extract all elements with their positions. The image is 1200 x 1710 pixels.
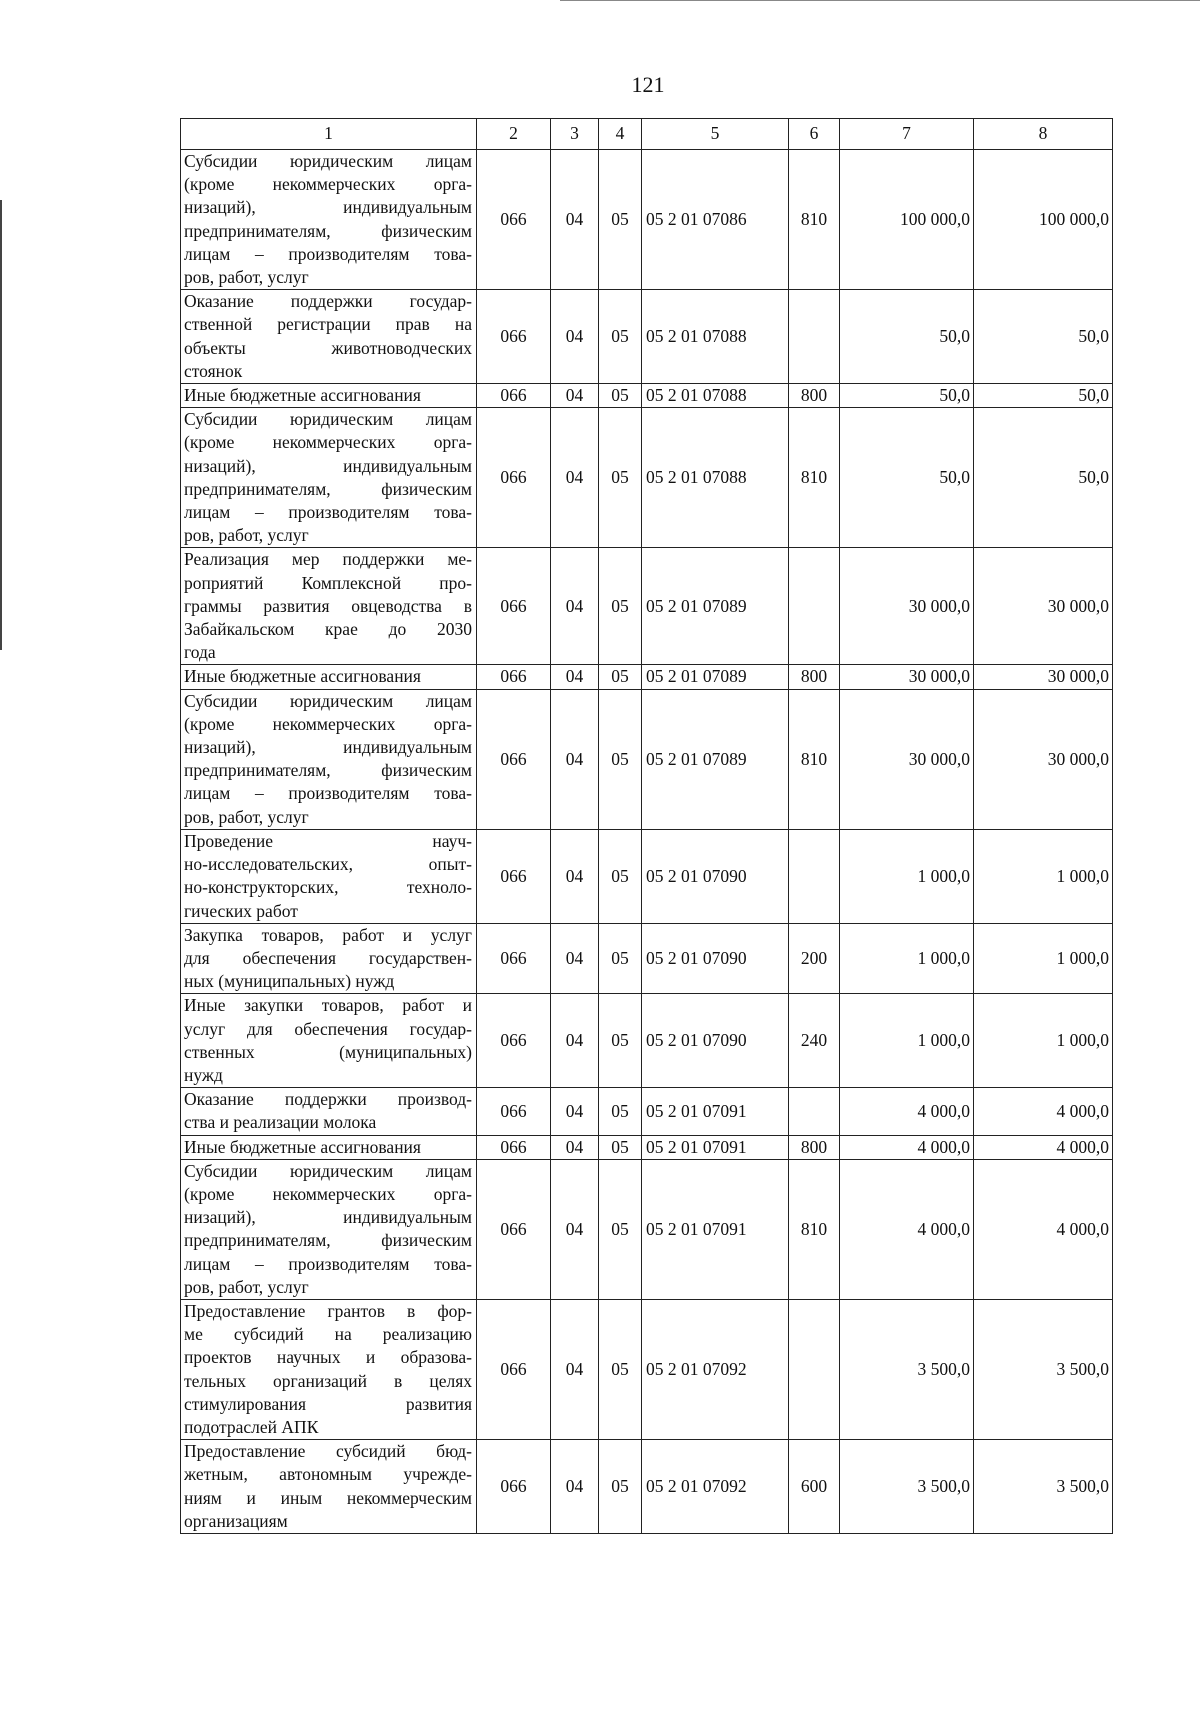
header-col-1: 1	[181, 119, 477, 150]
cell-amount-year-2: 50,0	[974, 290, 1113, 384]
cell-item-name	[181, 290, 477, 384]
cell-target-article: 05 2 01 07089	[642, 548, 789, 665]
header-col-2: 2	[477, 119, 551, 150]
cell-ministry-code: 066	[477, 150, 551, 290]
table-row	[181, 408, 1113, 548]
cell-item-name	[181, 1440, 477, 1534]
item-name-line: ства и реализации молока	[184, 1112, 377, 1133]
item-name-line: Иные бюджетные ассигнования	[184, 666, 421, 687]
cell-expense-type: 600	[789, 1440, 840, 1534]
item-name-line: Субсидии юридическим лицам	[184, 151, 472, 171]
item-name-line: ных (муниципальных) нужд	[184, 971, 395, 992]
table-row	[181, 829, 1113, 923]
cell-ministry-code: 066	[477, 829, 551, 923]
item-name-line: Иные бюджетные ассигнования	[184, 385, 421, 406]
item-name-line: услуг для обеспечения государ-	[184, 1018, 472, 1039]
cell-section: 04	[551, 994, 599, 1088]
cell-item-name	[181, 1088, 477, 1135]
item-name-line: (кроме некоммерческих орга-	[184, 713, 472, 734]
cell-item-name	[181, 923, 477, 994]
cell-target-article: 05 2 01 07092	[642, 1299, 789, 1439]
cell-ministry-code: 066	[477, 923, 551, 994]
cell-ministry-code: 066	[477, 665, 551, 689]
cell-target-article: 05 2 01 07090	[642, 829, 789, 923]
item-name-line: Забайкальском крае до 2030	[184, 619, 472, 640]
item-name-line: (кроме некоммерческих орга-	[184, 432, 472, 453]
item-name-line: Субсидии юридическим лицам	[184, 409, 472, 430]
cell-amount-year-1: 30 000,0	[840, 548, 974, 665]
cell-expense-type: 200	[789, 923, 840, 994]
cell-section: 04	[551, 923, 599, 994]
item-name-line: но-конструкторских, техноло-	[184, 877, 472, 898]
cell-amount-year-2: 1 000,0	[974, 994, 1113, 1088]
cell-subsection: 05	[599, 548, 642, 665]
cell-amount-year-2: 30 000,0	[974, 689, 1113, 829]
cell-amount-year-1: 50,0	[840, 408, 974, 548]
cell-target-article: 05 2 01 07091	[642, 1159, 789, 1299]
cell-section: 04	[551, 290, 599, 384]
cell-section: 04	[551, 829, 599, 923]
cell-section: 04	[551, 665, 599, 689]
cell-expense-type	[789, 829, 840, 923]
cell-expense-type: 810	[789, 408, 840, 548]
cell-amount-year-1: 50,0	[840, 384, 974, 408]
cell-subsection: 05	[599, 290, 642, 384]
item-name-line: низаций), индивидуальным	[184, 737, 472, 758]
cell-amount-year-2: 100 000,0	[974, 150, 1113, 290]
header-col-6: 6	[789, 119, 840, 150]
item-name-line: ниям и иным некоммерческим	[184, 1487, 472, 1508]
cell-subsection: 05	[599, 665, 642, 689]
cell-amount-year-1: 3 500,0	[840, 1299, 974, 1439]
header-col-5: 5	[642, 119, 789, 150]
item-name-line: организациям	[184, 1510, 288, 1531]
item-name-line: ров, работ, услуг	[184, 1276, 309, 1297]
cell-item-name	[181, 384, 477, 408]
item-name-line: года	[184, 642, 216, 663]
cell-ministry-code: 066	[477, 548, 551, 665]
cell-target-article: 05 2 01 07088	[642, 408, 789, 548]
cell-amount-year-1: 1 000,0	[840, 994, 974, 1088]
header-col-8: 8	[974, 119, 1113, 150]
item-name-line: роприятий Комплексной про-	[184, 572, 472, 593]
cell-amount-year-1: 30 000,0	[840, 689, 974, 829]
cell-section: 04	[551, 150, 599, 290]
cell-amount-year-1: 30 000,0	[840, 665, 974, 689]
item-name-line: стоянок	[184, 360, 243, 381]
item-name-line: низаций), индивидуальным	[184, 455, 472, 476]
cell-amount-year-1: 4 000,0	[840, 1159, 974, 1299]
item-name-line: для обеспечения государствен-	[184, 947, 472, 968]
item-name-line: нужд	[184, 1064, 223, 1085]
item-name-line: Проведение науч-	[184, 830, 472, 851]
table-row	[181, 1440, 1113, 1534]
cell-section: 04	[551, 1088, 599, 1135]
cell-ministry-code: 066	[477, 408, 551, 548]
cell-section: 04	[551, 689, 599, 829]
item-name-line: низаций), индивидуальным	[184, 197, 472, 218]
cell-target-article: 05 2 01 07091	[642, 1088, 789, 1135]
table-row	[181, 994, 1113, 1088]
cell-item-name	[181, 665, 477, 689]
cell-target-article: 05 2 01 07088	[642, 384, 789, 408]
cell-section: 04	[551, 384, 599, 408]
cell-section: 04	[551, 1440, 599, 1534]
item-name-line: лицам – производителям това-	[184, 243, 472, 264]
cell-item-name	[181, 150, 477, 290]
table-row	[181, 1159, 1113, 1299]
item-name-line: Предоставление субсидий бюд-	[184, 1441, 472, 1462]
cell-amount-year-1: 100 000,0	[840, 150, 974, 290]
cell-subsection: 05	[599, 994, 642, 1088]
item-name-line: низаций), индивидуальным	[184, 1207, 472, 1228]
cell-amount-year-2: 50,0	[974, 384, 1113, 408]
cell-amount-year-2: 3 500,0	[974, 1299, 1113, 1439]
table-row	[181, 150, 1113, 290]
item-name-line: Закупка товаров, работ и услуг	[184, 924, 472, 945]
table-row	[181, 1088, 1113, 1135]
item-name-line: Иные бюджетные ассигнования	[184, 1136, 421, 1157]
cell-expense-type	[789, 548, 840, 665]
cell-ministry-code: 066	[477, 1159, 551, 1299]
header-col-3: 3	[551, 119, 599, 150]
cell-section: 04	[551, 1299, 599, 1439]
item-name-line: лицам – производителям това-	[184, 783, 472, 804]
item-name-line: тельных организаций в целях	[184, 1370, 472, 1391]
cell-amount-year-2: 4 000,0	[974, 1088, 1113, 1135]
item-name-line: Реализация мер поддержки ме-	[184, 549, 472, 570]
cell-subsection: 05	[599, 1088, 642, 1135]
cell-subsection: 05	[599, 1299, 642, 1439]
cell-amount-year-1: 4 000,0	[840, 1135, 974, 1159]
cell-amount-year-1: 3 500,0	[840, 1440, 974, 1534]
item-name-line: ственных (муниципальных)	[184, 1041, 472, 1062]
cell-target-article: 05 2 01 07089	[642, 665, 789, 689]
cell-ministry-code: 066	[477, 1135, 551, 1159]
cell-subsection: 05	[599, 150, 642, 290]
item-name-line: лицам – производителям това-	[184, 502, 472, 523]
cell-target-article: 05 2 01 07090	[642, 994, 789, 1088]
cell-expense-type: 810	[789, 150, 840, 290]
table-row	[181, 1299, 1113, 1439]
cell-item-name	[181, 829, 477, 923]
cell-subsection: 05	[599, 408, 642, 548]
cell-subsection: 05	[599, 1135, 642, 1159]
table-row	[181, 548, 1113, 665]
cell-expense-type	[789, 1088, 840, 1135]
cell-amount-year-2: 4 000,0	[974, 1159, 1113, 1299]
item-name-line: ров, работ, услуг	[184, 806, 309, 827]
budget-allocation-table	[180, 118, 1113, 1534]
item-name-line: Субсидии юридическим лицам	[184, 1160, 472, 1181]
item-name-line: Субсидии юридическим лицам	[184, 690, 472, 711]
cell-ministry-code: 066	[477, 290, 551, 384]
item-name-line: гических работ	[184, 900, 298, 921]
cell-section: 04	[551, 548, 599, 665]
header-row	[181, 119, 1113, 150]
cell-section: 04	[551, 1135, 599, 1159]
cell-amount-year-2: 1 000,0	[974, 923, 1113, 994]
table-row	[181, 290, 1113, 384]
cell-amount-year-2: 4 000,0	[974, 1135, 1113, 1159]
cell-amount-year-1: 1 000,0	[840, 829, 974, 923]
cell-expense-type: 800	[789, 1135, 840, 1159]
item-name-line: ров, работ, услуг	[184, 525, 309, 546]
item-name-line: (кроме некоммерческих орга-	[184, 174, 472, 195]
cell-item-name	[181, 548, 477, 665]
cell-section: 04	[551, 408, 599, 548]
cell-expense-type	[789, 1299, 840, 1439]
cell-target-article: 05 2 01 07086	[642, 150, 789, 290]
cell-ministry-code: 066	[477, 384, 551, 408]
page-number: 121	[631, 72, 665, 97]
cell-expense-type: 810	[789, 1159, 840, 1299]
cell-target-article: 05 2 01 07088	[642, 290, 789, 384]
cell-item-name	[181, 994, 477, 1088]
table-body	[181, 150, 1113, 1534]
cell-amount-year-2: 1 000,0	[974, 829, 1113, 923]
item-name-line: объекты животноводческих	[184, 337, 472, 358]
cell-expense-type	[789, 290, 840, 384]
cell-target-article: 05 2 01 07089	[642, 689, 789, 829]
cell-ministry-code: 066	[477, 1088, 551, 1135]
cell-item-name	[181, 689, 477, 829]
cell-expense-type: 240	[789, 994, 840, 1088]
header-col-7: 7	[840, 119, 974, 150]
cell-amount-year-1: 50,0	[840, 290, 974, 384]
cell-section: 04	[551, 1159, 599, 1299]
item-name-line: подотраслей АПК	[184, 1416, 319, 1437]
cell-amount-year-2: 30 000,0	[974, 548, 1113, 665]
item-name-line: предпринимателям, физическим	[184, 220, 472, 241]
item-name-line: Предоставление грантов в фор-	[184, 1300, 472, 1321]
item-name-line: жетным, автономным учрежде-	[184, 1464, 472, 1485]
item-name-line: лицам – производителям това-	[184, 1253, 472, 1274]
table-row	[181, 1135, 1113, 1159]
scan-top-edge-line	[560, 0, 1200, 1]
cell-item-name	[181, 408, 477, 548]
cell-amount-year-2: 3 500,0	[974, 1440, 1113, 1534]
header-col-4: 4	[599, 119, 642, 150]
item-name-line: ров, работ, услуг	[184, 267, 309, 288]
item-name-line: но-исследовательских, опыт-	[184, 854, 472, 875]
table-row	[181, 384, 1113, 408]
item-name-line: проектов научных и образова-	[184, 1347, 472, 1368]
cell-expense-type: 800	[789, 384, 840, 408]
item-name-line: стимулирования развития	[184, 1393, 472, 1414]
cell-subsection: 05	[599, 384, 642, 408]
cell-ministry-code: 066	[477, 1299, 551, 1439]
item-name-line: (кроме некоммерческих орга-	[184, 1183, 472, 1204]
table-row	[181, 665, 1113, 689]
cell-item-name	[181, 1299, 477, 1439]
cell-target-article: 05 2 01 07092	[642, 1440, 789, 1534]
table-header	[181, 119, 1113, 150]
cell-ministry-code: 066	[477, 689, 551, 829]
item-name-line: Иные закупки товаров, работ и	[184, 995, 472, 1016]
item-name-line: предпринимателям, физическим	[184, 478, 472, 499]
cell-subsection: 05	[599, 689, 642, 829]
cell-subsection: 05	[599, 1159, 642, 1299]
cell-item-name	[181, 1135, 477, 1159]
item-name-line: граммы развития овцеводства в	[184, 595, 472, 616]
item-name-line: предпринимателям, физическим	[184, 1230, 472, 1251]
cell-subsection: 05	[599, 829, 642, 923]
cell-amount-year-2: 30 000,0	[974, 665, 1113, 689]
cell-ministry-code: 066	[477, 994, 551, 1088]
cell-subsection: 05	[599, 1440, 642, 1534]
cell-ministry-code: 066	[477, 1440, 551, 1534]
item-name-line: Оказание поддержки производ-	[184, 1089, 472, 1110]
item-name-line: предпринимателям, физическим	[184, 760, 472, 781]
cell-target-article: 05 2 01 07091	[642, 1135, 789, 1159]
table-row	[181, 923, 1113, 994]
item-name-line: Оказание поддержки государ-	[184, 291, 472, 312]
item-name-line: ственной регистрации прав на	[184, 314, 472, 335]
cell-subsection: 05	[599, 923, 642, 994]
cell-item-name	[181, 1159, 477, 1299]
cell-amount-year-2: 50,0	[974, 408, 1113, 548]
scan-left-margin-line	[0, 200, 2, 650]
cell-amount-year-1: 4 000,0	[840, 1088, 974, 1135]
table-row	[181, 689, 1113, 829]
cell-target-article: 05 2 01 07090	[642, 923, 789, 994]
cell-expense-type: 800	[789, 665, 840, 689]
cell-expense-type: 810	[789, 689, 840, 829]
cell-amount-year-1: 1 000,0	[840, 923, 974, 994]
item-name-line: ме субсидий на реализацию	[184, 1324, 472, 1345]
